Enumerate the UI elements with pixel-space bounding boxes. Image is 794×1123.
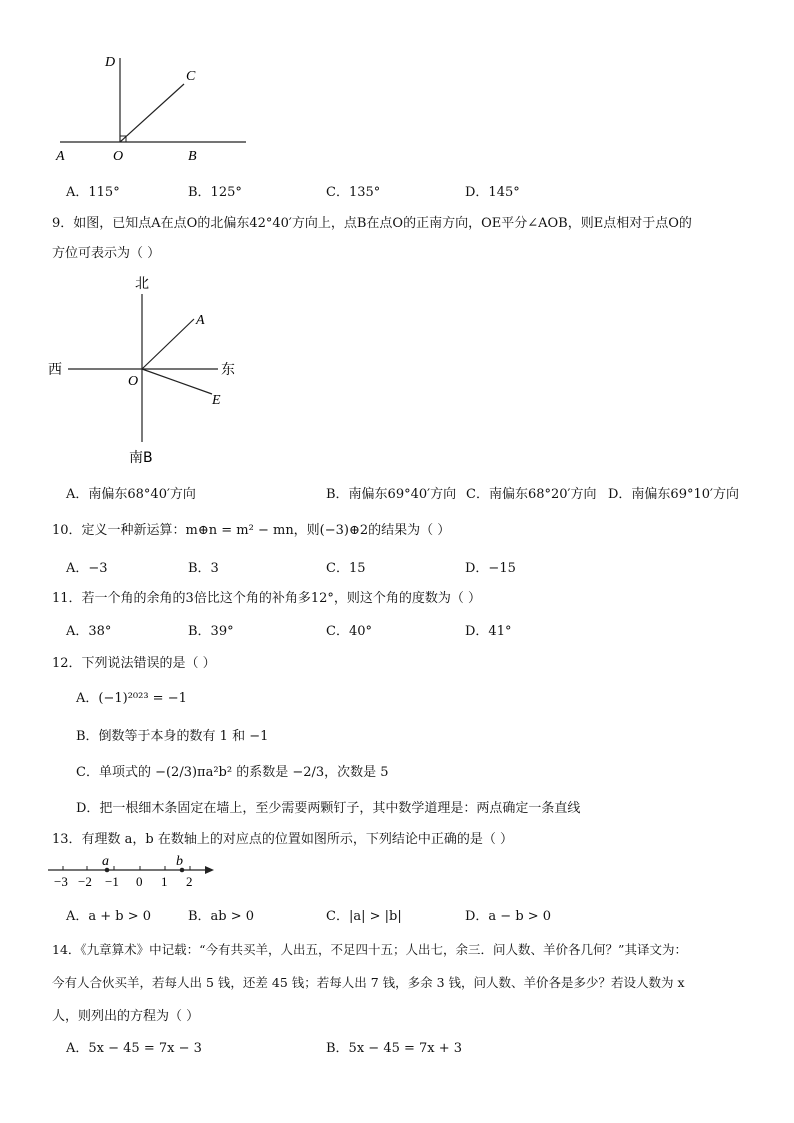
tick-2: 2 (186, 874, 193, 889)
q14-stem-line3: 人，则列出的方程为（ ） (52, 1009, 200, 1024)
label-east: 东 (221, 362, 235, 378)
q11-option-a: A．38° (66, 624, 112, 639)
line-oc (120, 84, 184, 142)
q12-option-a: A．(−1)²⁰²³ = −1 (76, 691, 187, 706)
q13-option-d: D．a − b > 0 (465, 909, 552, 924)
tick-neg2: −2 (78, 874, 92, 889)
axis-arrow (205, 866, 214, 874)
number-line (44, 852, 224, 892)
q10-option-a: A．−3 (66, 561, 108, 576)
ray-oe (142, 369, 212, 394)
q14-stem-line2: 今有人合伙买羊，若每人出 5 钱，还差 45 钱；若每人出 7 钱，多余 3 钱，问人数、羊价各是多少？若设人数为 x (52, 975, 685, 990)
q11-option-b: B．39° (188, 624, 234, 639)
label-d: D (105, 55, 116, 70)
angle-figure (50, 50, 250, 165)
q13-option-a: A．a + b > 0 (66, 909, 152, 924)
label-a: a (102, 854, 109, 869)
label-south-b: 南B (129, 450, 153, 466)
q13-stem: 13．有理数 a，b 在数轴上的对应点的位置如图所示，下列结论中正确的是（ ） (52, 832, 514, 847)
label-o: O (128, 374, 139, 389)
q9-option-b: B．南偏东69°40′方向 (326, 487, 457, 502)
q12-option-d: D．把一根细木条固定在墙上，至少需要两颗钉子，其中数学道理是：两点确定一条直线 (76, 801, 581, 816)
q11-option-c: C．40° (326, 624, 372, 639)
q10-stem: 10．定义一种新运算：m⊕n = m² − mn，则(−3)⊕2的结果为（ ） (52, 523, 451, 538)
tick-1: 1 (161, 874, 168, 889)
q9-option-d: D．南偏东69°10′方向 (608, 487, 739, 502)
q8-option-a: A．115° (66, 185, 120, 200)
q8-option-b: B．125° (188, 185, 242, 200)
q14-stem-line1: 14．《九章算术》中记载：“今有共买羊，人出五，不足四十五；人出七，余三．问人数、羊价各几何？”其译文为： (52, 942, 687, 957)
tick-0: 0 (136, 874, 143, 889)
label-c: C (186, 69, 196, 84)
q12-option-c: C．单项式的 −(2/3)πa²b² 的系数是 −2/3，次数是 5 (76, 765, 389, 780)
q11-stem: 11．若一个角的余角的3倍比这个角的补角多12°，则这个角的度数为（ ） (52, 591, 481, 606)
label-a: A (196, 313, 205, 328)
q9-option-c: C．南偏东68°20′方向 (466, 487, 597, 502)
tick-neg3: −3 (54, 874, 68, 889)
q9-stem-line2: 方位可表示为（ ） (52, 246, 161, 261)
compass-figure (40, 272, 250, 472)
q14-option-a: A．5x − 45 = 7x − 3 (66, 1041, 202, 1056)
q13-option-b: B．ab > 0 (188, 909, 255, 924)
q12-option-b: B．倒数等于本身的数有 1 和 −1 (76, 729, 269, 744)
q13-option-c: C．|a| > |b| (326, 909, 402, 924)
q12-stem: 12．下列说法错误的是（ ） (52, 656, 216, 671)
q10-option-c: C．15 (326, 561, 366, 576)
label-o: O (113, 149, 124, 164)
label-e: E (212, 393, 221, 408)
label-b: B (188, 149, 197, 164)
tick-neg1: −1 (105, 874, 119, 889)
q9-option-a: A．南偏东68°40′方向 (66, 487, 196, 502)
q9-stem-line1: 9．如图，已知点A在点O的北偏东42°40′方向上，点B在点O的正南方向，OE平分∠AOB，则E点相对于点O的 (52, 216, 692, 231)
q10-option-b: B．3 (188, 561, 219, 576)
label-west: 西 (48, 362, 62, 378)
q8-option-d: D．145° (465, 185, 520, 200)
label-north: 北 (135, 276, 149, 292)
label-b: b (176, 854, 183, 869)
q11-option-d: D．41° (465, 624, 512, 639)
q8-option-c: C．135° (326, 185, 381, 200)
ray-oa (142, 319, 194, 369)
q14-option-b: B．5x − 45 = 7x + 3 (326, 1041, 463, 1056)
q10-option-d: D．−15 (465, 561, 516, 576)
label-a: A (56, 149, 65, 164)
